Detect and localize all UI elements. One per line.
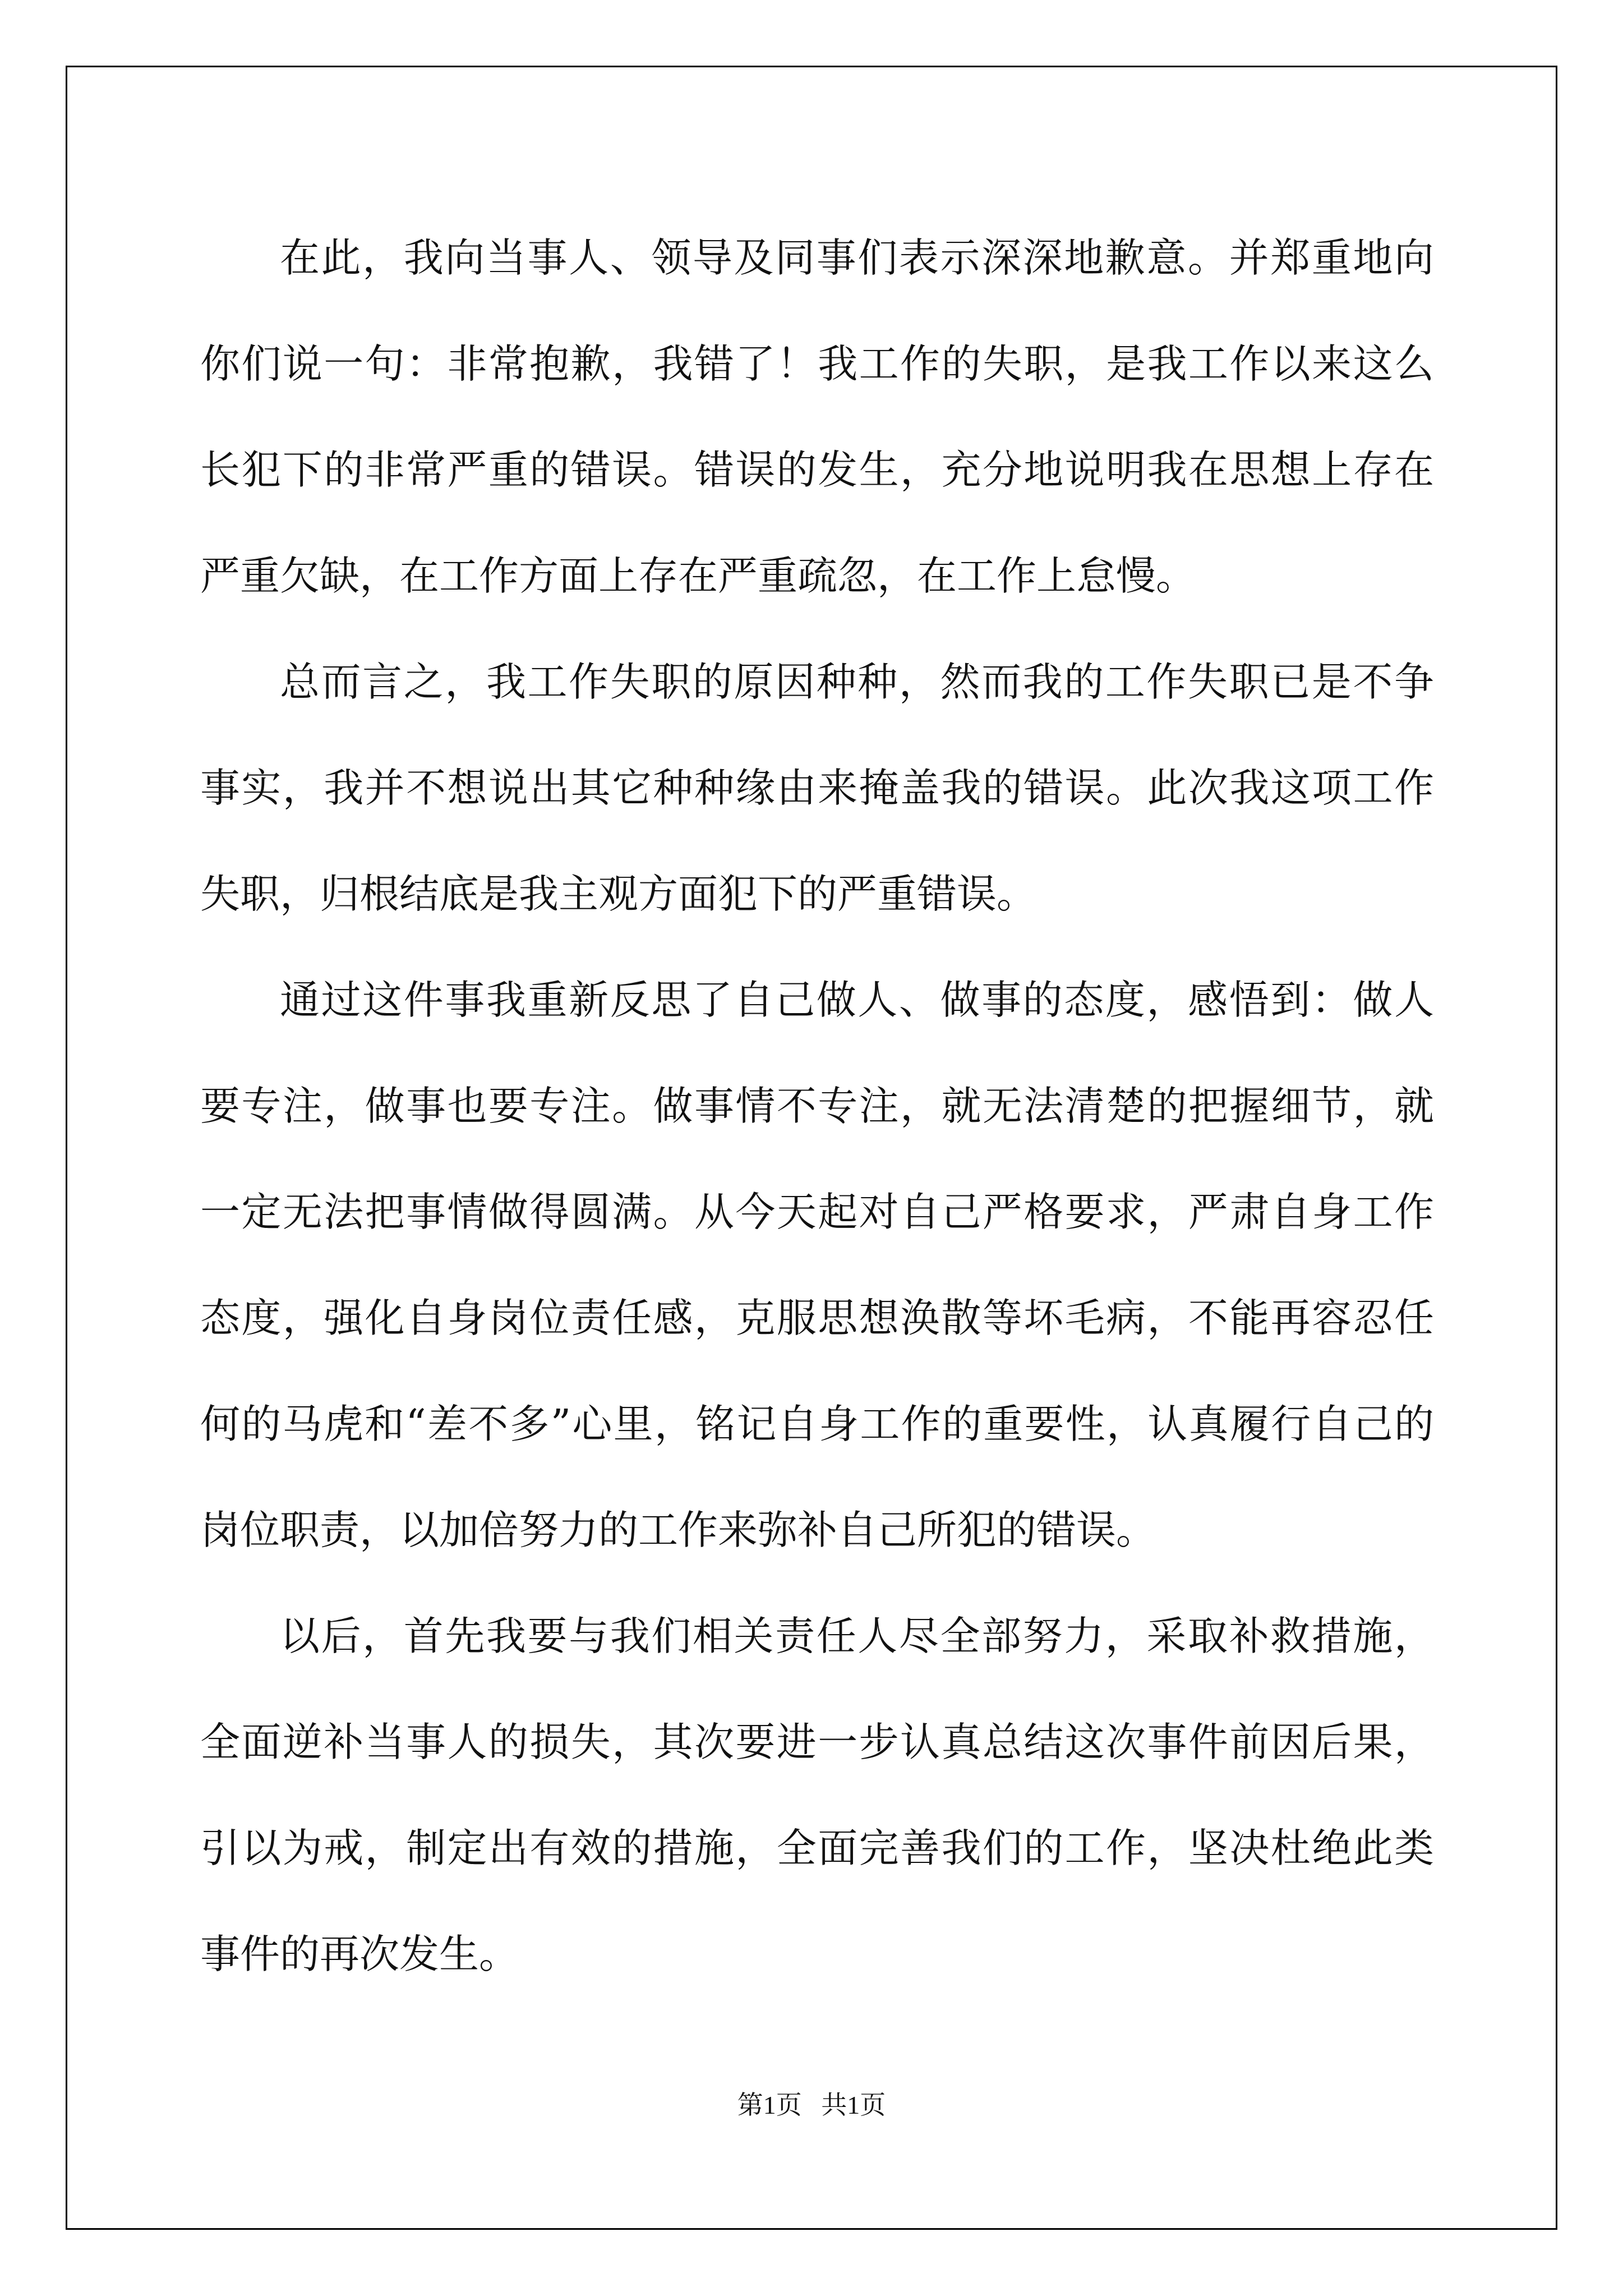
document-body xyxy=(200,205,1434,2007)
paragraph: 通过这件事我重新反思了自己做人、做事的态度，感悟到：做人要专注，做事也要专注。做事情不专注，就无法清楚的把握细节，就一定无法把事情做得圆满。从今天起对自己严格要求，严肃自身工作态度，强化自身岗位责任感，克服思想涣散等坏毛病，不能再容忍任何的马虎和“差不多”心里，铭记自身工作的重要性，认真履行自己的岗位职责，以加倍努力的工作来弥补自己所犯的错误。 xyxy=(200,977,1434,1553)
page-total: 共1页 xyxy=(821,2091,886,2119)
paragraph: 总而言之，我工作失职的原因种种，然而我的工作失职已是不争事实，我并不想说出其它种种缘由来掩盖我的错误。此次我这项工作失职，归根结底是我主观方面犯下的严重错误。 xyxy=(200,659,1434,917)
paragraph: 在此，我向当事人、领导及同事们表示深深地歉意。并郑重地向你们说一句：非常抱歉，我错了！我工作的失职，是我工作以来这么长犯下的非常严重的错误。错误的发生，充分地说明我在思想上存在严重欠缺，在工作方面上存在严重疏忽，在工作上怠慢。 xyxy=(200,234,1434,599)
page-footer xyxy=(0,2090,1623,2121)
paragraph: 以后，首先我要与我们相关责任人尽全部努力，采取补救措施，全面逆补当事人的损失，其次要进一步认真总结这次事件前因后果，引以为戒，制定出有效的措施，全面完善我们的工作，坚决杜绝此类事件的再次发生。 xyxy=(200,1613,1434,1977)
page-number: 第1页 xyxy=(737,2091,802,2119)
